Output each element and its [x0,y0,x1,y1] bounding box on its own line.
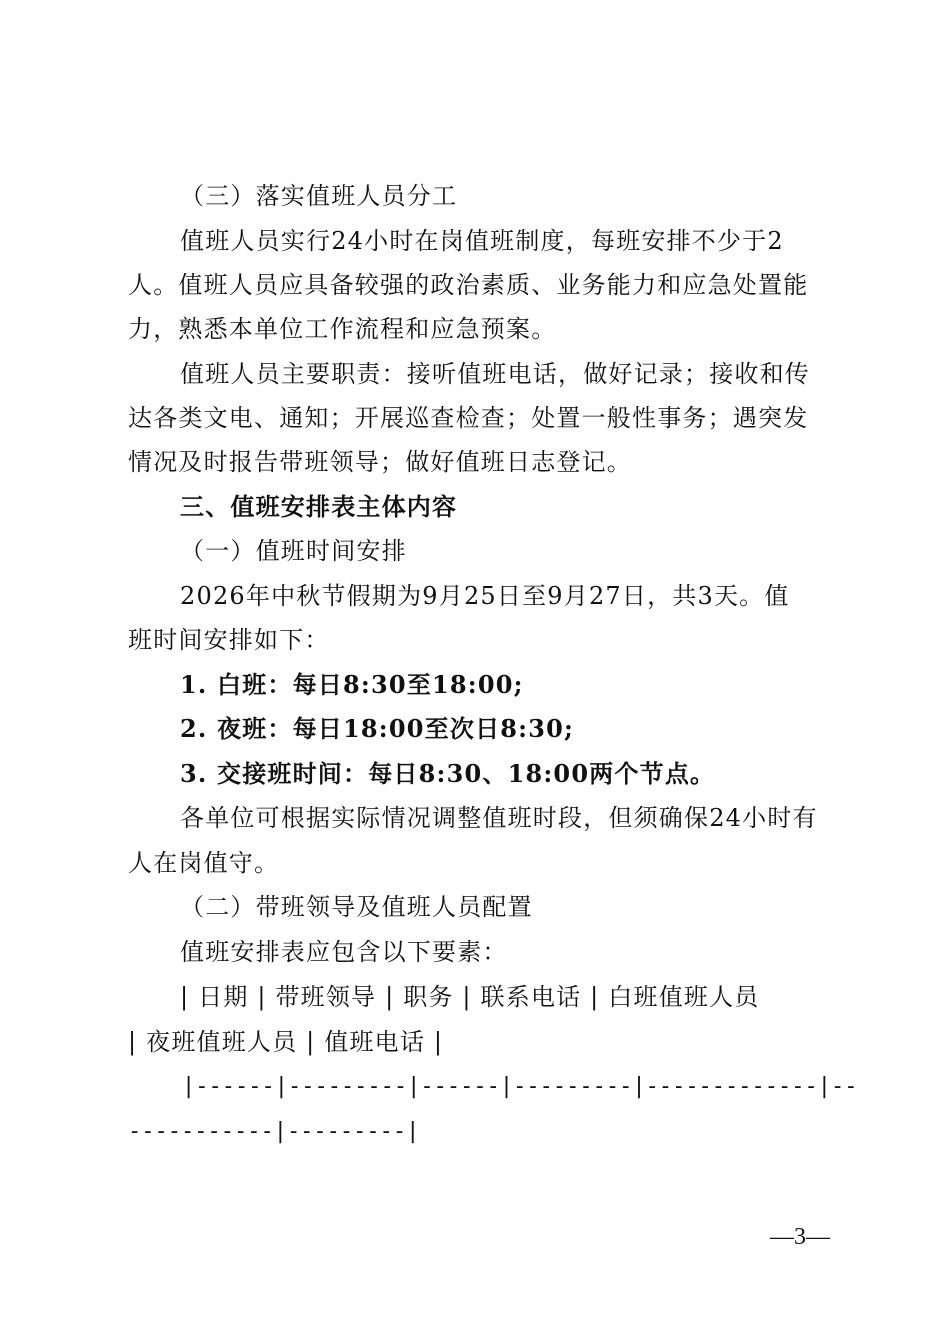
schedule-item-day-shift: 1. 白班：每日8:30至18:00; [180,670,524,699]
paragraph-line: 班时间安排如下： [128,626,330,654]
section-heading: 三、值班安排表主体内容 [180,493,458,521]
schedule-item-handover: 3. 交接班时间：每日8:30、18:00两个节点。 [180,759,716,788]
table-header-text: | 日期 | 带班领导 | 职务 | 联系电话 | 白班值班人员 [180,983,760,1011]
page-number: —3— [770,1224,830,1250]
paragraph-line: 值班安排表应包含以下要素： [180,938,508,966]
paragraph-line: 值班人员实行24小时在岗值班制度，每班安排不少于2 [180,227,784,255]
table-separator-text: |------|---------|------|---------|-------------|-- [182,1074,858,1099]
paragraph-line: 达各类文电、通知；开展巡查检查；处置一般性事务；遇突发 [128,404,809,432]
paragraph-line: 2026年中秋节假期为9月25日至9月27日，共3天。值 [180,582,790,610]
subheading-duty-assignment: （三）落实值班人员分工 [180,182,458,210]
subheading-staff-config: （二）带班领导及值班人员配置 [180,893,533,921]
paragraph-line: 人在岗值守。 [128,849,280,877]
paragraph-line: 情况及时报告带班领导；做好值班日志登记。 [128,448,632,476]
paragraph-line: 力，熟悉本单位工作流程和应急预案。 [128,315,557,343]
paragraph-line: 各单位可根据实际情况调整值班时段，但须确保24小时有 [180,804,818,832]
schedule-item-night-shift: 2. 夜班：每日18:00至次日8:30; [180,714,575,743]
subheading-duty-time: （一）值班时间安排 [180,537,407,565]
paragraph-line: 人。值班人员应具备较强的政治素质、业务能力和应急处置能 [128,271,809,299]
table-separator-text: -----------|---------| [128,1119,420,1144]
paragraph-line: 值班人员主要职责：接听值班电话，做好记录；接收和传 [180,360,810,388]
table-header-text: | 夜班值班人员 | 值班电话 | [128,1028,444,1056]
